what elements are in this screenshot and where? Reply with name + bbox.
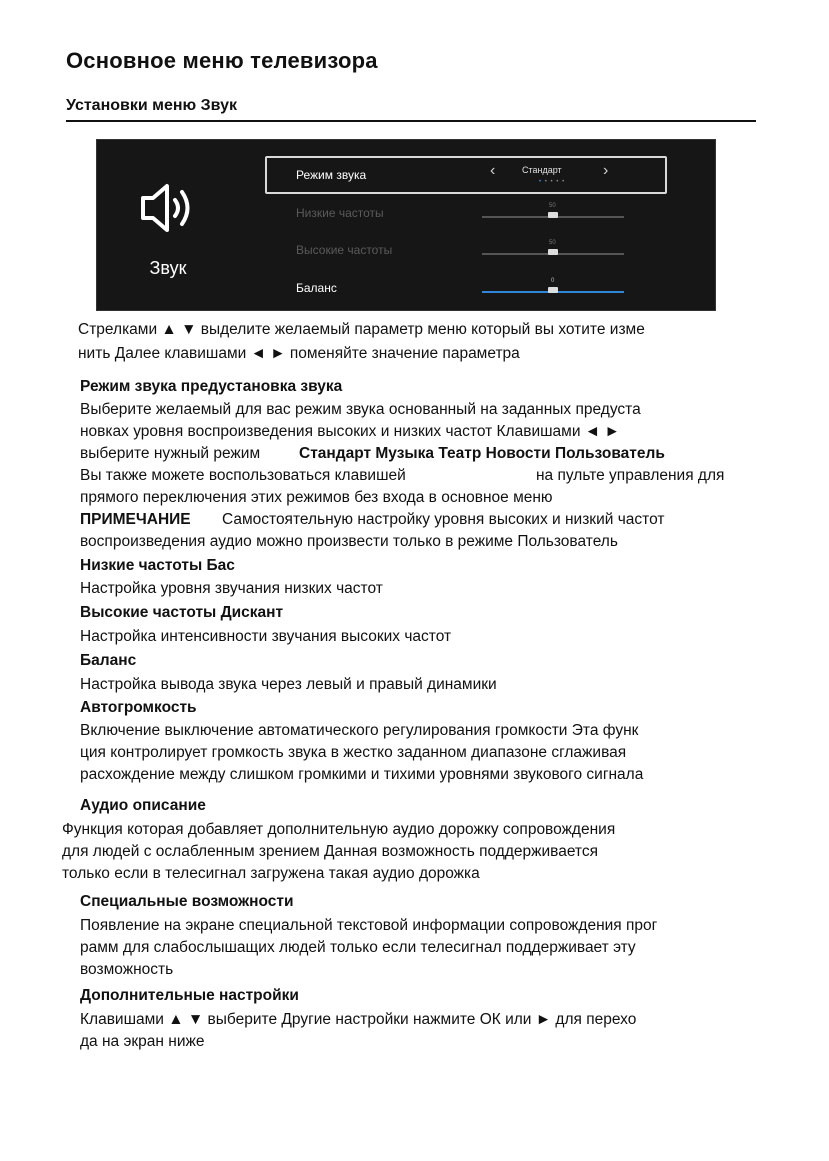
mode-line-3: выберите нужный режим (80, 445, 261, 462)
accessibility-line-2: рамм для слабослышащих людей только если телесигнал поддерживает эту (80, 939, 636, 956)
sound-menu-label: Звук (149, 258, 187, 278)
treble-slider-handle[interactable] (548, 249, 558, 255)
audio-desc-line-1: Функция которая добавляет дополнительную аудио дорожку сопровождения (62, 821, 616, 838)
mode-line-2: новках уровня воспроизведения высоких и низких частот Клавишами ◄ ► (80, 423, 620, 440)
audio-desc-line-2: для людей с ослабленным зрением Данная возможность поддерживается (62, 843, 598, 860)
balance-slider-handle[interactable] (548, 287, 558, 293)
page-title: Основное меню телевизора (66, 48, 378, 73)
additional-line-1: Клавишами ▲ ▼ выберите Другие настройки нажмите ОК или ► для перехо (80, 1011, 637, 1028)
chevron-left-icon[interactable]: ‹ (490, 162, 496, 179)
section-header: Установки меню Звук (66, 97, 238, 114)
treble-value: 50 (549, 240, 556, 246)
intro-line-1: Стрелками ▲ ▼ выделите желаемый параметр меню который вы хотите изме (78, 321, 645, 338)
bass-row-label: Низкие частоты (296, 206, 384, 220)
tv-sound-menu-screenshot (96, 139, 716, 311)
balance-value: 0 (551, 278, 555, 284)
accessibility-heading: Специальные возможности (80, 893, 294, 910)
treble-text: Настройка интенсивности звучания высоких частот (80, 628, 452, 645)
sound-mode-value: Стандарт (522, 165, 562, 175)
note-line-2: воспроизведения аудио можно произвести только в режиме Пользователь (80, 533, 618, 550)
bass-value: 50 (549, 203, 556, 209)
audio-desc-heading: Аудио описание (80, 797, 206, 814)
balance-row-label: Баланс (296, 281, 337, 295)
mode-line-4b: на пульте управления для (536, 467, 725, 484)
audio-desc-line-3: только если в телесигнал загружена такая аудио дорожка (62, 865, 480, 882)
additional-heading: Дополнительные настройки (80, 987, 299, 1004)
bass-heading: Низкие частоты Бас (80, 557, 235, 574)
note-line-1: Самостоятельную настройку уровня высоких и низкий частот (222, 511, 665, 528)
additional-line-2: да на экран ниже (80, 1033, 205, 1050)
mode-options: Стандарт Музыка Театр Новости Пользователь (299, 445, 665, 462)
speaker-icon (137, 180, 197, 236)
mode-page-dots: • • • • • (539, 179, 566, 185)
accessibility-line-3: возможность (80, 961, 174, 978)
note-label: ПРИМЕЧАНИЕ (80, 511, 191, 528)
sound-mode-heading: Режим звука предустановка звука (80, 378, 343, 395)
treble-row-label: Высокие частоты (296, 243, 393, 257)
balance-heading: Баланс (80, 652, 137, 669)
mode-line-1: Выберите желаемый для вас режим звука основанный на заданных предуста (80, 401, 641, 418)
avl-line-2: ция контролирует громкость звука в жестко заданном диапазоне сглаживая (80, 744, 627, 761)
avl-heading: Автогромкость (80, 699, 197, 716)
bass-text: Настройка уровня звучания низких частот (80, 580, 383, 597)
intro-line-2: нить Далее клавишами ◄ ► поменяйте значение параметра (78, 345, 520, 362)
avl-line-1: Включение выключение автоматического регулирования громкости Эта функ (80, 722, 639, 739)
mode-line-5: прямого переключения этих режимов без входа в основное меню (80, 489, 553, 506)
header-divider (66, 120, 756, 122)
balance-text: Настройка вывода звука через левый и правый динамики (80, 676, 497, 693)
accessibility-line-1: Появление на экране специальной текстовой информации сопровождения прог (80, 917, 658, 934)
avl-line-3: расхождение между слишком громкими и тихими уровнями звукового сигнала (80, 766, 644, 783)
sound-mode-label: Режим звука (296, 168, 367, 182)
chevron-right-icon[interactable]: › (603, 162, 609, 179)
mode-line-4a: Вы также можете воспользоваться клавишей (80, 467, 406, 484)
bass-slider-handle[interactable] (548, 212, 558, 218)
treble-heading: Высокие частоты Дискант (80, 604, 284, 621)
